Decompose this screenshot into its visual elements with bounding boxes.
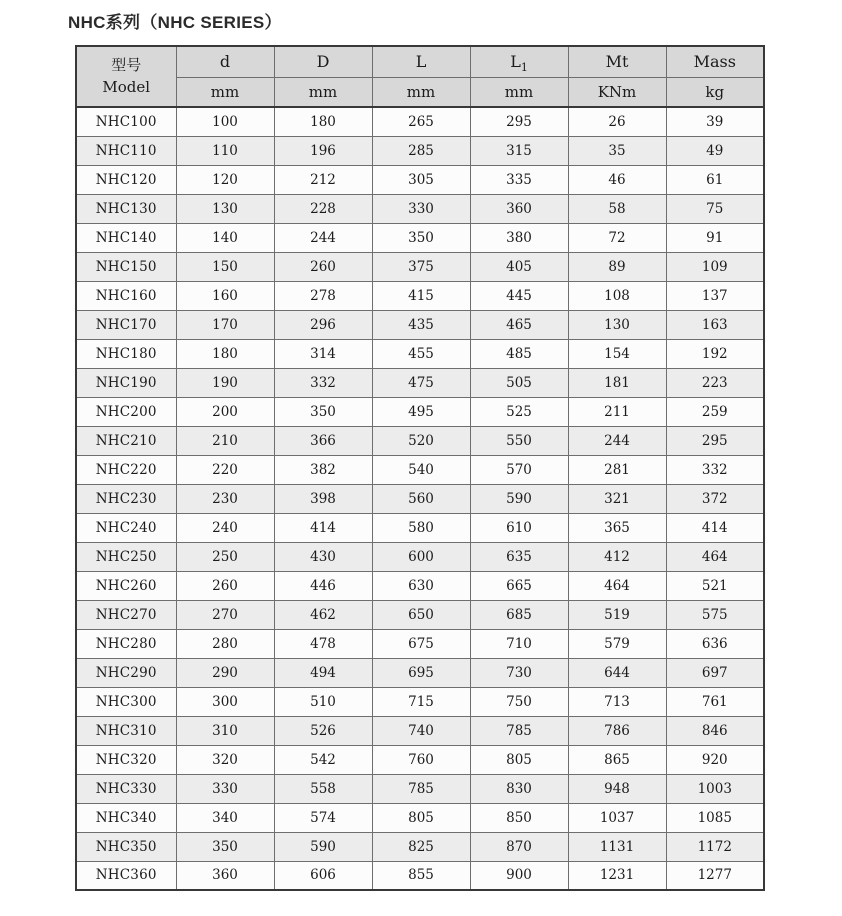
value-cell-D: 510 [274, 687, 372, 716]
value-cell-Mt: 58 [568, 194, 666, 223]
value-cell-L: 285 [372, 136, 470, 165]
value-cell-L: 435 [372, 310, 470, 339]
value-cell-Mass: 75 [666, 194, 764, 223]
table-header [76, 46, 764, 107]
value-cell-d: 340 [176, 803, 274, 832]
table-row-nhc280 [76, 629, 764, 658]
value-cell-L: 455 [372, 339, 470, 368]
value-cell-D: 542 [274, 745, 372, 774]
value-cell-D: 398 [274, 484, 372, 513]
value-cell-d: 260 [176, 571, 274, 600]
value-cell-Mt: 464 [568, 571, 666, 600]
value-cell-Mt: 1231 [568, 861, 666, 890]
model-cell: NHC180 [76, 339, 176, 368]
value-cell-L: 650 [372, 600, 470, 629]
table-row-nhc170 [76, 310, 764, 339]
value-cell-Mass: 332 [666, 455, 764, 484]
value-cell-L: 675 [372, 629, 470, 658]
model-cell: NHC250 [76, 542, 176, 571]
value-cell-d: 140 [176, 223, 274, 252]
value-cell-Mass: 846 [666, 716, 764, 745]
value-cell-L1: 505 [470, 368, 568, 397]
value-cell-D: 196 [274, 136, 372, 165]
value-cell-D: 462 [274, 600, 372, 629]
value-cell-Mass: 192 [666, 339, 764, 368]
column-unit-Mt: KNm [568, 77, 666, 107]
table-row-nhc210 [76, 426, 764, 455]
value-cell-Mass: 414 [666, 513, 764, 542]
table-row-nhc330 [76, 774, 764, 803]
value-cell-L1: 610 [470, 513, 568, 542]
value-cell-D: 494 [274, 658, 372, 687]
value-cell-d: 120 [176, 165, 274, 194]
value-cell-L: 740 [372, 716, 470, 745]
value-cell-Mt: 89 [568, 252, 666, 281]
value-cell-L: 520 [372, 426, 470, 455]
value-cell-D: 526 [274, 716, 372, 745]
value-cell-d: 170 [176, 310, 274, 339]
value-cell-D: 382 [274, 455, 372, 484]
value-cell-d: 150 [176, 252, 274, 281]
model-cell: NHC260 [76, 571, 176, 600]
table-row-nhc300 [76, 687, 764, 716]
value-cell-D: 332 [274, 368, 372, 397]
value-cell-L: 695 [372, 658, 470, 687]
value-cell-Mass: 49 [666, 136, 764, 165]
value-cell-d: 310 [176, 716, 274, 745]
column-unit-Mass: kg [666, 77, 764, 107]
model-cell: NHC230 [76, 484, 176, 513]
value-cell-L1: 710 [470, 629, 568, 658]
value-cell-L1: 750 [470, 687, 568, 716]
value-cell-L: 375 [372, 252, 470, 281]
value-cell-Mt: 26 [568, 107, 666, 136]
value-cell-L: 350 [372, 223, 470, 252]
value-cell-L1: 445 [470, 281, 568, 310]
value-cell-L: 560 [372, 484, 470, 513]
value-cell-Mass: 259 [666, 397, 764, 426]
model-cell: NHC300 [76, 687, 176, 716]
value-cell-d: 350 [176, 832, 274, 861]
value-cell-D: 350 [274, 397, 372, 426]
value-cell-Mass: 109 [666, 252, 764, 281]
value-cell-D: 228 [274, 194, 372, 223]
model-header-en: Model [102, 77, 151, 96]
value-cell-d: 180 [176, 339, 274, 368]
value-cell-Mt: 321 [568, 484, 666, 513]
value-cell-Mt: 786 [568, 716, 666, 745]
value-cell-L: 805 [372, 803, 470, 832]
value-cell-L1: 485 [470, 339, 568, 368]
value-cell-Mt: 72 [568, 223, 666, 252]
value-cell-D: 212 [274, 165, 372, 194]
table-row-nhc160 [76, 281, 764, 310]
value-cell-L1: 785 [470, 716, 568, 745]
value-cell-L1: 550 [470, 426, 568, 455]
column-header-D: D [274, 46, 372, 77]
value-cell-L1: 850 [470, 803, 568, 832]
header-row-units [76, 77, 764, 107]
model-cell: NHC350 [76, 832, 176, 861]
value-cell-L1: 525 [470, 397, 568, 426]
value-cell-Mass: 575 [666, 600, 764, 629]
column-unit-L1: mm [470, 77, 568, 107]
model-cell: NHC170 [76, 310, 176, 339]
column-header-L: L [372, 46, 470, 77]
value-cell-L1: 665 [470, 571, 568, 600]
value-cell-Mt: 244 [568, 426, 666, 455]
value-cell-D: 180 [274, 107, 372, 136]
page-title: NHC系列（NHC SERIES） [68, 13, 282, 32]
value-cell-L: 825 [372, 832, 470, 861]
value-cell-L1: 405 [470, 252, 568, 281]
table-row-nhc230 [76, 484, 764, 513]
value-cell-Mt: 365 [568, 513, 666, 542]
value-cell-L: 475 [372, 368, 470, 397]
value-cell-L1: 465 [470, 310, 568, 339]
value-cell-Mt: 46 [568, 165, 666, 194]
value-cell-L1: 335 [470, 165, 568, 194]
model-cell: NHC220 [76, 455, 176, 484]
value-cell-d: 250 [176, 542, 274, 571]
value-cell-Mt: 1131 [568, 832, 666, 861]
table-row-nhc150 [76, 252, 764, 281]
table-row-nhc270 [76, 600, 764, 629]
value-cell-L: 760 [372, 745, 470, 774]
table-row-nhc320 [76, 745, 764, 774]
value-cell-D: 478 [274, 629, 372, 658]
value-cell-L: 540 [372, 455, 470, 484]
value-cell-d: 270 [176, 600, 274, 629]
nhc-series-table [75, 45, 765, 891]
value-cell-Mt: 948 [568, 774, 666, 803]
value-cell-L1: 805 [470, 745, 568, 774]
value-cell-Mass: 137 [666, 281, 764, 310]
value-cell-L: 415 [372, 281, 470, 310]
value-cell-L1: 380 [470, 223, 568, 252]
value-cell-Mass: 91 [666, 223, 764, 252]
value-cell-L1: 870 [470, 832, 568, 861]
value-cell-D: 574 [274, 803, 372, 832]
model-cell: NHC190 [76, 368, 176, 397]
table-row-nhc250 [76, 542, 764, 571]
value-cell-L1: 685 [470, 600, 568, 629]
model-cell: NHC200 [76, 397, 176, 426]
model-header-zh: 型号 [111, 55, 142, 74]
value-cell-Mass: 223 [666, 368, 764, 397]
table-row-nhc340 [76, 803, 764, 832]
value-cell-Mt: 519 [568, 600, 666, 629]
model-cell: NHC100 [76, 107, 176, 136]
value-cell-D: 244 [274, 223, 372, 252]
model-cell: NHC270 [76, 600, 176, 629]
value-cell-Mt: 412 [568, 542, 666, 571]
model-cell: NHC210 [76, 426, 176, 455]
table-row-nhc200 [76, 397, 764, 426]
value-cell-Mt: 154 [568, 339, 666, 368]
value-cell-d: 230 [176, 484, 274, 513]
value-cell-d: 210 [176, 426, 274, 455]
column-unit-L: mm [372, 77, 470, 107]
value-cell-d: 330 [176, 774, 274, 803]
value-cell-Mass: 61 [666, 165, 764, 194]
value-cell-L: 785 [372, 774, 470, 803]
value-cell-d: 220 [176, 455, 274, 484]
value-cell-L: 855 [372, 861, 470, 890]
value-cell-D: 606 [274, 861, 372, 890]
value-cell-Mass: 1085 [666, 803, 764, 832]
model-cell: NHC150 [76, 252, 176, 281]
value-cell-Mt: 108 [568, 281, 666, 310]
value-cell-Mass: 920 [666, 745, 764, 774]
value-cell-Mt: 130 [568, 310, 666, 339]
value-cell-Mass: 761 [666, 687, 764, 716]
value-cell-L: 600 [372, 542, 470, 571]
value-cell-d: 240 [176, 513, 274, 542]
table-row-nhc240 [76, 513, 764, 542]
value-cell-Mass: 697 [666, 658, 764, 687]
value-cell-d: 200 [176, 397, 274, 426]
value-cell-L1: 635 [470, 542, 568, 571]
column-header-model [76, 46, 176, 107]
value-cell-Mass: 464 [666, 542, 764, 571]
value-cell-Mass: 1172 [666, 832, 764, 861]
value-cell-Mt: 579 [568, 629, 666, 658]
value-cell-L1: 900 [470, 861, 568, 890]
value-cell-d: 100 [176, 107, 274, 136]
value-cell-D: 414 [274, 513, 372, 542]
value-cell-L: 715 [372, 687, 470, 716]
value-cell-L1: 315 [470, 136, 568, 165]
value-cell-Mass: 163 [666, 310, 764, 339]
column-header-L1: $L_1$ [470, 46, 568, 77]
value-cell-d: 320 [176, 745, 274, 774]
table-row-nhc260 [76, 571, 764, 600]
value-cell-D: 558 [274, 774, 372, 803]
value-cell-D: 590 [274, 832, 372, 861]
column-unit-d: mm [176, 77, 274, 107]
value-cell-L1: 360 [470, 194, 568, 223]
value-cell-L: 580 [372, 513, 470, 542]
table-row-nhc350 [76, 832, 764, 861]
value-cell-L: 265 [372, 107, 470, 136]
table-row-nhc130 [76, 194, 764, 223]
value-cell-D: 296 [274, 310, 372, 339]
value-cell-Mt: 1037 [568, 803, 666, 832]
value-cell-d: 110 [176, 136, 274, 165]
value-cell-L1: 295 [470, 107, 568, 136]
table-row-nhc310 [76, 716, 764, 745]
model-cell: NHC160 [76, 281, 176, 310]
table-row-nhc220 [76, 455, 764, 484]
table-row-nhc290 [76, 658, 764, 687]
value-cell-d: 300 [176, 687, 274, 716]
value-cell-Mass: 39 [666, 107, 764, 136]
table-row-nhc120 [76, 165, 764, 194]
value-cell-d: 160 [176, 281, 274, 310]
column-unit-D: mm [274, 77, 372, 107]
table-row-nhc180 [76, 339, 764, 368]
value-cell-d: 130 [176, 194, 274, 223]
value-cell-d: 280 [176, 629, 274, 658]
value-cell-D: 366 [274, 426, 372, 455]
column-header-Mass: Mass [666, 46, 764, 77]
column-header-d: d [176, 46, 274, 77]
table-row-nhc140 [76, 223, 764, 252]
value-cell-L: 305 [372, 165, 470, 194]
model-cell: NHC240 [76, 513, 176, 542]
value-cell-D: 260 [274, 252, 372, 281]
model-cell: NHC320 [76, 745, 176, 774]
model-cell: NHC130 [76, 194, 176, 223]
model-cell: NHC330 [76, 774, 176, 803]
model-cell: NHC120 [76, 165, 176, 194]
value-cell-Mt: 713 [568, 687, 666, 716]
value-cell-Mass: 295 [666, 426, 764, 455]
value-cell-Mass: 636 [666, 629, 764, 658]
value-cell-Mt: 211 [568, 397, 666, 426]
value-cell-Mt: 644 [568, 658, 666, 687]
model-cell: NHC310 [76, 716, 176, 745]
value-cell-D: 446 [274, 571, 372, 600]
model-cell: NHC140 [76, 223, 176, 252]
model-cell: NHC340 [76, 803, 176, 832]
value-cell-L: 630 [372, 571, 470, 600]
value-cell-Mt: 181 [568, 368, 666, 397]
value-cell-L1: 570 [470, 455, 568, 484]
column-header-Mt: Mt [568, 46, 666, 77]
header-row-labels [76, 46, 764, 77]
value-cell-L1: 730 [470, 658, 568, 687]
value-cell-Mass: 521 [666, 571, 764, 600]
table-row-nhc360 [76, 861, 764, 890]
value-cell-d: 360 [176, 861, 274, 890]
table-row-nhc190 [76, 368, 764, 397]
value-cell-d: 290 [176, 658, 274, 687]
model-cell: NHC290 [76, 658, 176, 687]
table-row-nhc110 [76, 136, 764, 165]
model-cell: NHC360 [76, 861, 176, 890]
value-cell-D: 430 [274, 542, 372, 571]
table-row-nhc100 [76, 107, 764, 136]
table-body [76, 107, 764, 890]
value-cell-L: 330 [372, 194, 470, 223]
value-cell-L: 495 [372, 397, 470, 426]
value-cell-Mt: 865 [568, 745, 666, 774]
value-cell-Mass: 372 [666, 484, 764, 513]
value-cell-d: 190 [176, 368, 274, 397]
value-cell-D: 278 [274, 281, 372, 310]
model-cell: NHC280 [76, 629, 176, 658]
value-cell-D: 314 [274, 339, 372, 368]
value-cell-Mass: 1277 [666, 861, 764, 890]
value-cell-Mt: 35 [568, 136, 666, 165]
value-cell-Mt: 281 [568, 455, 666, 484]
model-cell: NHC110 [76, 136, 176, 165]
value-cell-Mass: 1003 [666, 774, 764, 803]
value-cell-L1: 830 [470, 774, 568, 803]
value-cell-L1: 590 [470, 484, 568, 513]
